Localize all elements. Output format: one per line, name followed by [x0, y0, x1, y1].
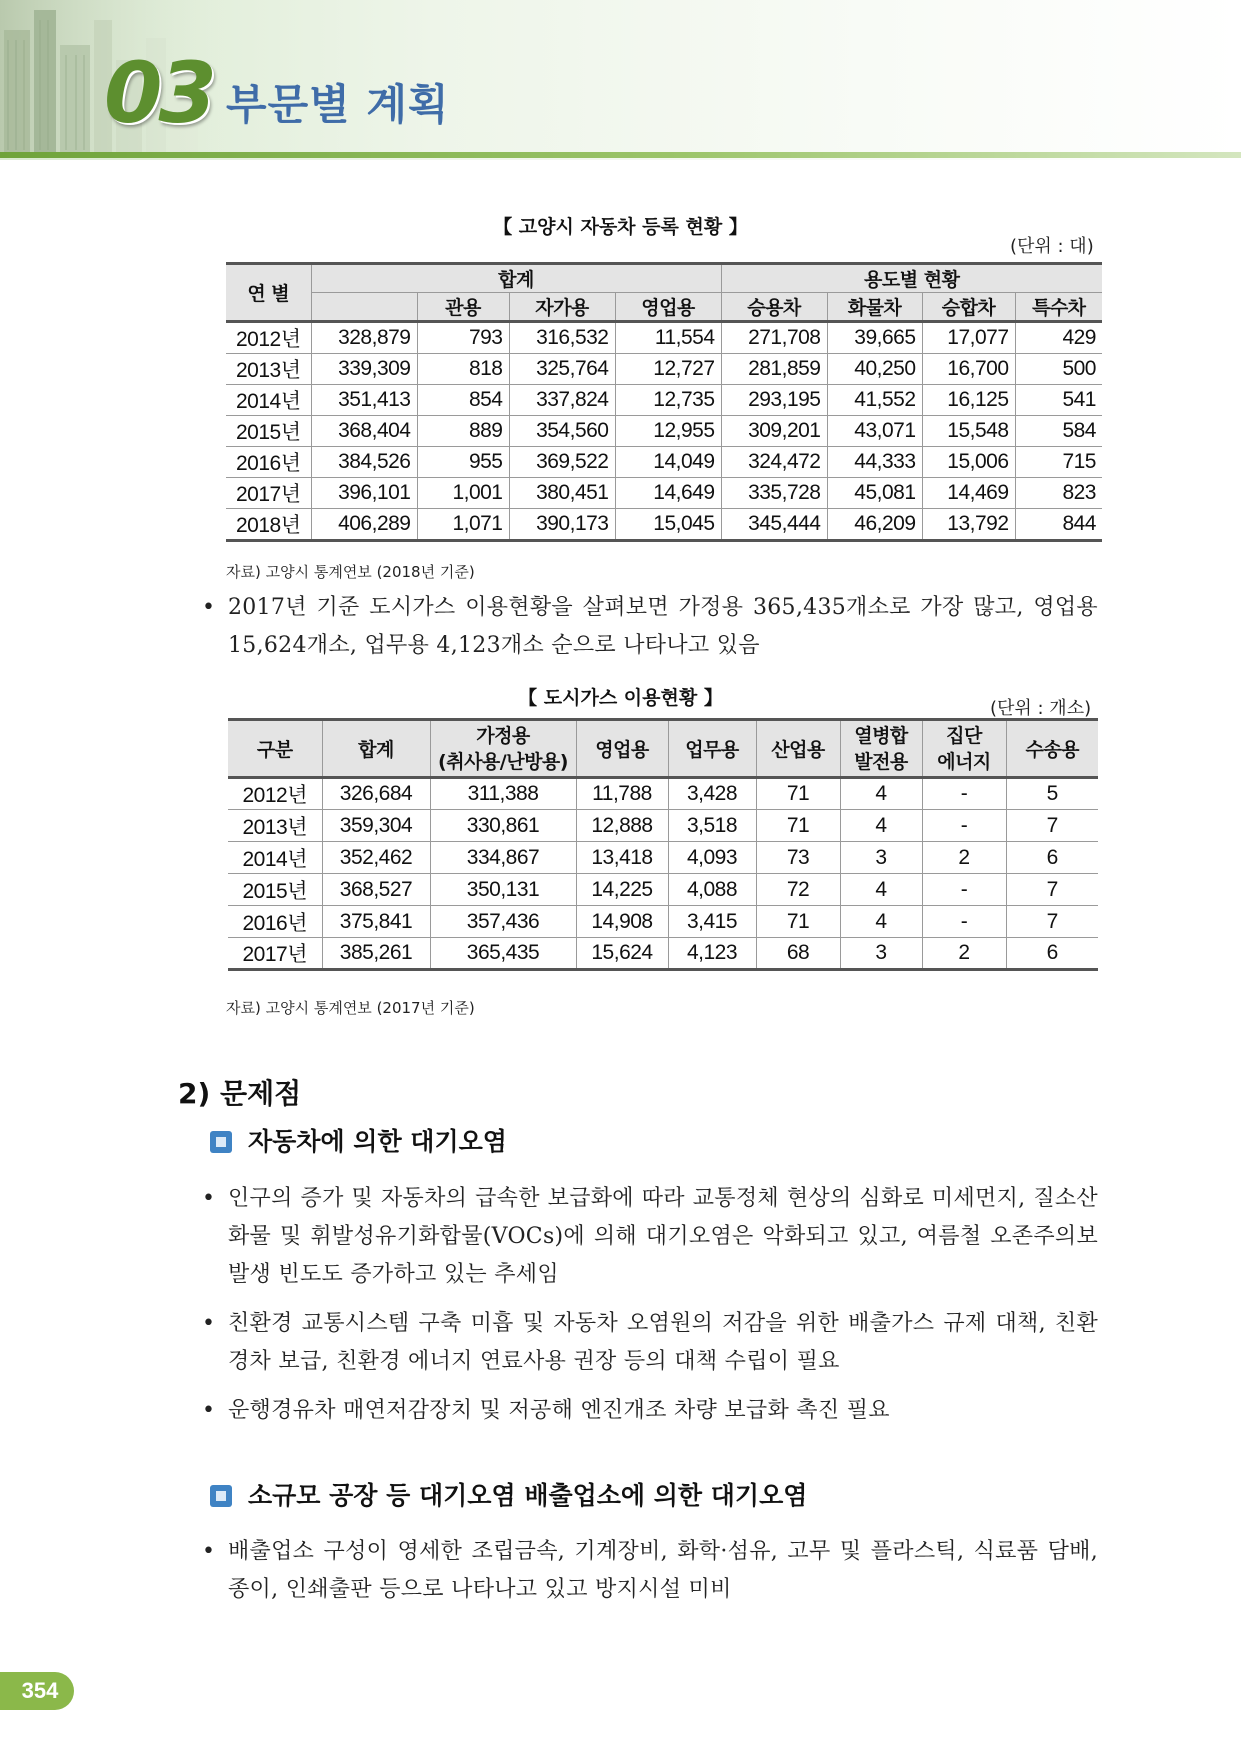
table-cell: 337,824	[509, 385, 615, 416]
year-cell: 2012년	[226, 322, 311, 354]
table-cell: 325,764	[509, 354, 615, 385]
table-cell: 293,195	[721, 385, 827, 416]
year-cell: 2013년	[228, 810, 322, 842]
bullet-icon: •	[202, 1398, 216, 1423]
subheading-vehicle-pollution	[210, 1124, 507, 1160]
gas-usage-text: 2017년 기준 도시가스 이용현황을 살펴보면 가정용 365,435개소로 가장 많고, 영업용 15,624개소, 업무용 4,123개소 순으로 나타나고 있음	[228, 595, 1098, 658]
table-cell: -	[922, 906, 1006, 938]
table-cell: 39,665	[827, 322, 922, 354]
header-passenger: 승용차	[721, 293, 827, 322]
table-cell: 365,435	[430, 938, 576, 970]
table-cell: 16,700	[922, 354, 1015, 385]
table-cell: 4	[840, 810, 922, 842]
header-household	[430, 720, 576, 778]
table-cell: 4,093	[668, 842, 756, 874]
table-cell: 375,841	[322, 906, 430, 938]
table-cell: 13,418	[576, 842, 668, 874]
header-industrial: 산업용	[756, 720, 840, 778]
header-category: 구분	[228, 720, 322, 778]
table-cell: 406,289	[311, 509, 417, 541]
table-row	[228, 842, 1098, 874]
table-row	[228, 874, 1098, 906]
table-cell: 11,554	[615, 322, 721, 354]
header-business: 영업용	[576, 720, 668, 778]
section-heading: 2) 문제점	[178, 1077, 302, 1110]
table-cell: 40,250	[827, 354, 922, 385]
table-cell: 73	[756, 842, 840, 874]
table-cell: 793	[417, 322, 509, 354]
table-cell: -	[922, 810, 1006, 842]
city-gas-rows	[228, 778, 1098, 970]
table-row	[228, 938, 1098, 970]
header-total: 합계	[311, 264, 721, 293]
table-cell: 818	[417, 354, 509, 385]
header-divider	[0, 152, 1241, 158]
table-cell: 14,908	[576, 906, 668, 938]
table-cell: 12,955	[615, 416, 721, 447]
table-cell: 12,727	[615, 354, 721, 385]
table-row	[226, 385, 1102, 416]
table-cell: 13,792	[922, 509, 1015, 541]
table-cell: 309,201	[721, 416, 827, 447]
table-cell: 3	[840, 938, 922, 970]
bullet-icon: •	[202, 1311, 216, 1336]
year-cell: 2015년	[228, 874, 322, 906]
table-cell: 15,548	[922, 416, 1015, 447]
car-registration-table	[226, 262, 1102, 542]
table-cell: 3,518	[668, 810, 756, 842]
table-row	[228, 810, 1098, 842]
table-cell: 14,649	[615, 478, 721, 509]
year-cell: 2017년	[226, 478, 311, 509]
table-row	[226, 447, 1102, 478]
table-cell: 369,522	[509, 447, 615, 478]
table-cell: 281,859	[721, 354, 827, 385]
header-district-energy	[922, 720, 1006, 778]
table-cell: 854	[417, 385, 509, 416]
table-row	[228, 778, 1098, 810]
page-number: 354	[21, 1678, 59, 1703]
table-cell: 584	[1015, 416, 1102, 447]
header-year: 연 별	[226, 264, 311, 322]
bullet-item	[202, 1180, 1098, 1294]
table-cell: 541	[1015, 385, 1102, 416]
table-cell: 326,684	[322, 778, 430, 810]
table-cell: 71	[756, 906, 840, 938]
table-cell: 6	[1006, 938, 1098, 970]
car-registration-rows	[226, 322, 1102, 541]
table-cell: 335,728	[721, 478, 827, 509]
bullet-text: 운행경유차 매연저감장치 및 저공해 엔진개조 차량 보급화 촉진 필요	[228, 1398, 890, 1423]
table-cell: 68	[756, 938, 840, 970]
year-cell: 2014년	[228, 842, 322, 874]
table-cell: 385,261	[322, 938, 430, 970]
year-cell: 2018년	[226, 509, 311, 541]
city-gas-table	[228, 718, 1098, 971]
table-cell: 390,173	[509, 509, 615, 541]
bullet-text: 친환경 교통시스템 구축 미흡 및 자동차 오염원의 저감을 위한 배출가스 규제 대책, 친환경차 보급, 친환경 에너지 연료사용 권장 등의 대책 수립이 필요	[228, 1311, 1098, 1374]
table-cell: 823	[1015, 478, 1102, 509]
table-cell: 330,861	[430, 810, 576, 842]
table-cell: 380,451	[509, 478, 615, 509]
table2-source: 자료) 고양시 통계연보 (2017년 기준)	[226, 999, 475, 1017]
table-cell: 429	[1015, 322, 1102, 354]
table-cell: 1,071	[417, 509, 509, 541]
year-cell: 2014년	[226, 385, 311, 416]
table-row	[226, 354, 1102, 385]
table-cell: 45,081	[827, 478, 922, 509]
header-private: 자가용	[509, 293, 615, 322]
year-cell: 2015년	[226, 416, 311, 447]
table2-caption: 【 도시가스 이용현황 】	[518, 687, 723, 709]
table-cell: 384,526	[311, 447, 417, 478]
table-cell: 71	[756, 778, 840, 810]
table-cell: 500	[1015, 354, 1102, 385]
table-cell: 12,735	[615, 385, 721, 416]
bullet-text: 인구의 증가 및 자동차의 급속한 보급화에 따라 교통정체 현상의 심화로 미세먼지, 질소산화물 및 휘발성유기화합물(VOCs)에 의해 대기오염은 악화되고 있고, 여름철 오존주의보 발생 빈도도 증가하고 있는 추세임	[228, 1186, 1098, 1287]
subheading-factory-pollution	[210, 1478, 807, 1514]
table1-caption: 【 고양시 자동차 등록 현황 】	[493, 216, 748, 238]
year-cell: 2017년	[228, 938, 322, 970]
header-total-blank	[311, 293, 417, 322]
square-bullet-icon	[210, 1131, 232, 1153]
table-cell: 715	[1015, 447, 1102, 478]
table-cell: 6	[1006, 842, 1098, 874]
header-cogeneration-line1: 열병합	[854, 724, 908, 747]
table-cell: -	[922, 778, 1006, 810]
square-bullet-icon	[210, 1485, 232, 1507]
table-row	[226, 322, 1102, 354]
table-cell: 3,415	[668, 906, 756, 938]
table-cell: 4,123	[668, 938, 756, 970]
table-cell: 311,388	[430, 778, 576, 810]
table-cell: 1,001	[417, 478, 509, 509]
table1-unit: (단위 : 대)	[1010, 236, 1094, 257]
table-cell: 359,304	[322, 810, 430, 842]
header-truck: 화물차	[827, 293, 922, 322]
table-cell: 368,404	[311, 416, 417, 447]
table-cell: 72	[756, 874, 840, 906]
bullet-icon: •	[202, 1539, 216, 1564]
table-cell: 2	[922, 938, 1006, 970]
table-cell: 889	[417, 416, 509, 447]
table-cell: 14,225	[576, 874, 668, 906]
table-cell: 844	[1015, 509, 1102, 541]
table-cell: 7	[1006, 874, 1098, 906]
header-cogeneration-line2: 발전용	[854, 750, 908, 773]
table-cell: 4,088	[668, 874, 756, 906]
table-cell: 339,309	[311, 354, 417, 385]
table2-unit: (단위 : 개소)	[990, 698, 1092, 719]
table-cell: 12,888	[576, 810, 668, 842]
table-cell: 352,462	[322, 842, 430, 874]
table-cell: 316,532	[509, 322, 615, 354]
table-cell: 3	[840, 842, 922, 874]
chapter-header	[0, 0, 1241, 160]
subheading-factory-pollution-text: 소규모 공장 등 대기오염 배출업소에 의한 대기오염	[248, 1481, 808, 1510]
table-row	[226, 509, 1102, 541]
bullet-icon: •	[202, 1186, 216, 1211]
table-cell: 334,867	[430, 842, 576, 874]
table-cell: 15,045	[615, 509, 721, 541]
table-cell: 955	[417, 447, 509, 478]
table-cell: 324,472	[721, 447, 827, 478]
table-row	[226, 478, 1102, 509]
header-transport: 수송용	[1006, 720, 1098, 778]
bullet-item	[202, 1533, 1098, 1609]
table-cell: 11,788	[576, 778, 668, 810]
table-cell: 357,436	[430, 906, 576, 938]
table-cell: -	[922, 874, 1006, 906]
header-commercial: 영업용	[615, 293, 721, 322]
bullet-item	[202, 1392, 1098, 1430]
chapter-number: 03	[104, 44, 213, 142]
table-cell: 7	[1006, 906, 1098, 938]
header-office: 업무용	[668, 720, 756, 778]
table-cell: 14,469	[922, 478, 1015, 509]
table-cell: 14,049	[615, 447, 721, 478]
table-cell: 7	[1006, 810, 1098, 842]
year-cell: 2016년	[228, 906, 322, 938]
header-household-line2: (취사용/난방용)	[438, 750, 568, 773]
table-cell: 328,879	[311, 322, 417, 354]
table-cell: 3,428	[668, 778, 756, 810]
header-special: 특수차	[1015, 293, 1102, 322]
table-cell: 4	[840, 906, 922, 938]
table-cell: 2	[922, 842, 1006, 874]
table-cell: 15,006	[922, 447, 1015, 478]
bullet-item	[202, 1305, 1098, 1381]
table1-source: 자료) 고양시 통계연보 (2018년 기준)	[226, 563, 475, 581]
table-row	[228, 906, 1098, 938]
year-cell: 2013년	[226, 354, 311, 385]
subheading-vehicle-pollution-text: 자동차에 의한 대기오염	[248, 1127, 507, 1156]
table-cell: 4	[840, 874, 922, 906]
table-cell: 368,527	[322, 874, 430, 906]
table-cell: 5	[1006, 778, 1098, 810]
table-row	[226, 416, 1102, 447]
header-government: 관용	[417, 293, 509, 322]
header-usage: 용도별 현황	[721, 264, 1102, 293]
bullet-text: 배출업소 구성이 영세한 조립금속, 기계장비, 화학·섬유, 고무 및 플라스틱, 식료품 담배, 종이, 인쇄출판 등으로 나타나고 있고 방지시설 미비	[228, 1539, 1098, 1602]
header-district-energy-line1: 집단	[946, 724, 982, 747]
header-cogeneration	[840, 720, 922, 778]
header-district-energy-line2: 에너지	[937, 750, 991, 773]
table-cell: 396,101	[311, 478, 417, 509]
table-cell: 271,708	[721, 322, 827, 354]
table-cell: 16,125	[922, 385, 1015, 416]
table-cell: 351,413	[311, 385, 417, 416]
table-cell: 17,077	[922, 322, 1015, 354]
table-cell: 354,560	[509, 416, 615, 447]
table-cell: 4	[840, 778, 922, 810]
table-cell: 345,444	[721, 509, 827, 541]
header-total: 합계	[322, 720, 430, 778]
table-cell: 350,131	[430, 874, 576, 906]
table-cell: 71	[756, 810, 840, 842]
table-cell: 41,552	[827, 385, 922, 416]
year-cell: 2012년	[228, 778, 322, 810]
header-household-line1: 가정용	[476, 724, 530, 747]
chapter-title: 부문별 계획	[226, 80, 450, 129]
table-cell: 46,209	[827, 509, 922, 541]
table-cell: 43,071	[827, 416, 922, 447]
table-cell: 44,333	[827, 447, 922, 478]
gas-usage-summary	[202, 589, 1098, 665]
year-cell: 2016년	[226, 447, 311, 478]
bullet-icon: •	[202, 595, 216, 620]
header-van: 승합차	[922, 293, 1015, 322]
table-cell: 15,624	[576, 938, 668, 970]
